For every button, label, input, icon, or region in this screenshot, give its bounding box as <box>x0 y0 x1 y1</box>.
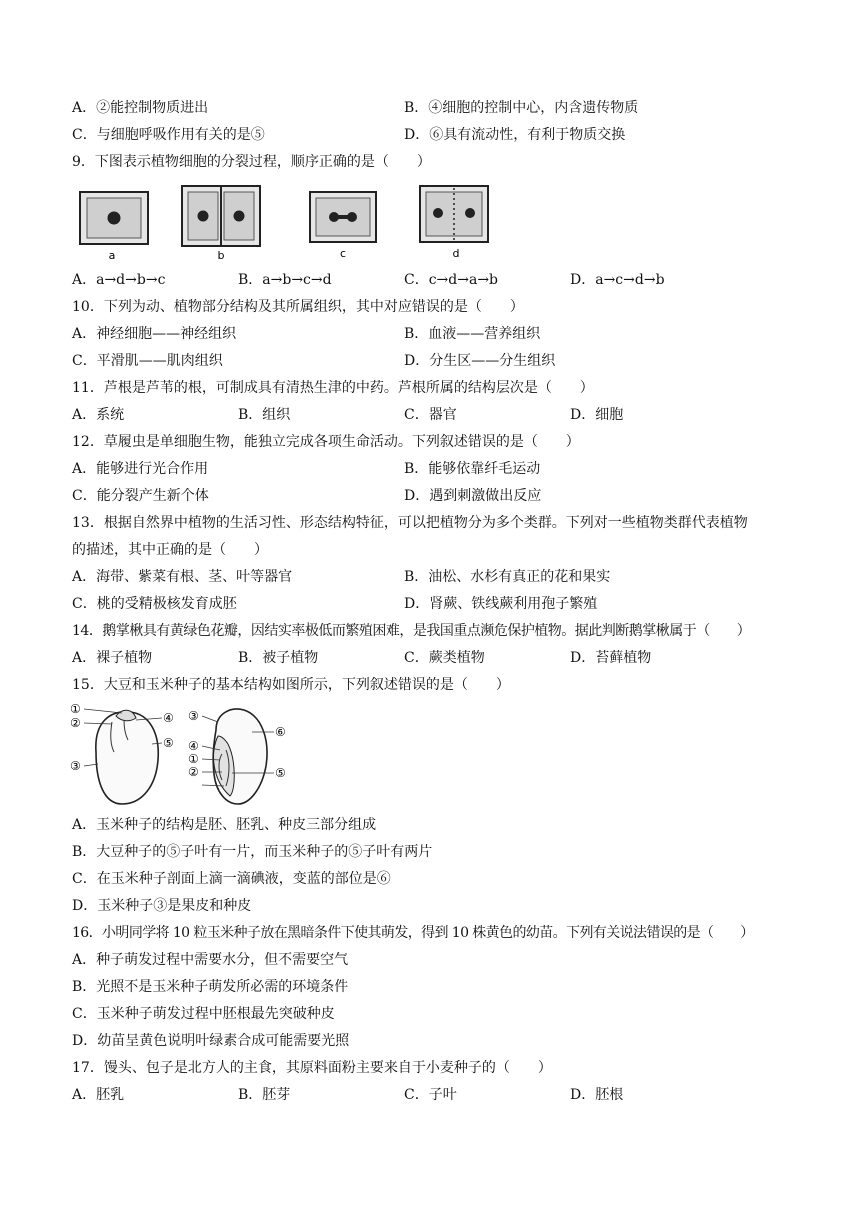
soybean-label-3: ③ <box>70 759 81 773</box>
q9-option-d: D．a→c→d→b <box>570 272 665 288</box>
cell-d-diagram <box>420 186 488 260</box>
corn-label-1: ① <box>188 752 199 766</box>
seed-structure-figure <box>66 700 306 810</box>
q8-option-d: D．⑥具有流动性，有利于物质交换 <box>404 127 626 143</box>
q8-option-b: B．④细胞的控制中心，内含遗传物质 <box>404 100 639 116</box>
q9-option-c: C．c→d→a→b <box>404 272 499 288</box>
q12-option-a: A．能够进行光合作用 <box>72 461 209 477</box>
q12-option-d: D．遇到刺激做出反应 <box>404 488 542 504</box>
soybean-seed-diagram <box>70 702 174 804</box>
corn-label-2: ② <box>188 765 199 779</box>
q11-options <box>72 405 802 425</box>
corn-label-6: ⑥ <box>275 725 286 739</box>
q8-options-row-1 <box>72 98 802 118</box>
q10-option-b: B．血液——营养组织 <box>404 326 541 342</box>
q13-option-a: A．海带、紫菜有根、茎、叶等器官 <box>72 569 293 585</box>
q14-option-a: A．裸子植物 <box>72 650 153 666</box>
q14-option-d: D．苔藓植物 <box>570 650 652 666</box>
q10-option-c: C．平滑肌——肌肉组织 <box>72 353 223 369</box>
cell-label-a: a <box>108 249 116 262</box>
q12-options-row-1 <box>72 459 802 479</box>
q14-options <box>72 648 802 668</box>
q11-option-c: C．器官 <box>404 407 457 423</box>
q10-options-row-1 <box>72 324 802 344</box>
cell-label-b: b <box>217 249 225 262</box>
cell-division-figure <box>72 178 492 262</box>
q15-option-d: D．玉米种子③是果皮和种皮 <box>72 898 252 914</box>
q9-option-a: A．a→d→b→c <box>72 272 166 288</box>
cell-c-diagram <box>310 192 376 260</box>
q16-option-d: D．幼苗呈黄色说明叶绿素合成可能需要光照 <box>72 1033 350 1049</box>
soybean-label-5: ⑤ <box>163 736 174 750</box>
q10-options-row-2 <box>72 351 802 371</box>
cell-label-c: c <box>339 247 347 260</box>
q9-options <box>72 270 802 290</box>
q8-option-a: A．②能控制物质进出 <box>72 100 209 116</box>
q9-option-b: B．a→b→c→d <box>238 272 332 288</box>
q12-option-b: B．能够依靠纤毛运动 <box>404 461 541 477</box>
q12-options-row-2 <box>72 486 802 506</box>
q15-option-c: C．在玉米种子剖面上滴一滴碘液，变蓝的部位是⑥ <box>72 871 391 887</box>
q11-option-a: A．系统 <box>72 407 125 423</box>
q10-option-d: D．分生区——分生组织 <box>404 353 556 369</box>
q13-stem-line-1: 13．根据自然界中植物的生活习性、形态结构特征，可以把植物分为多个类群。下列对一些植物类群代表植物 <box>72 515 748 531</box>
q11-stem: 11．芦根是芦苇的根，可制成具有清热生津的中药。芦根所属的结构层次是（ ） <box>72 380 594 396</box>
q12-option-c: C．能分裂产生新个体 <box>72 488 209 504</box>
cell-b-diagram <box>182 186 260 262</box>
soybean-label-4: ④ <box>163 711 174 725</box>
corn-label-4: ④ <box>188 739 199 753</box>
corn-seed-diagram <box>188 709 286 804</box>
q17-option-d: D．胚根 <box>570 1087 624 1103</box>
q13-option-c: C．桃的受精极核发育成胚 <box>72 596 237 612</box>
q8-option-c: C．与细胞呼吸作用有关的是⑤ <box>72 127 265 143</box>
q17-option-a: A．胚乳 <box>72 1087 125 1103</box>
q14-option-b: B．被子植物 <box>238 650 319 666</box>
q8-options-row-2 <box>72 125 802 145</box>
q16-option-b: B．光照不是玉米种子萌发所必需的环境条件 <box>72 979 349 995</box>
q14-option-c: C．蕨类植物 <box>404 650 485 666</box>
q10-stem: 10．下列为动、植物部分结构及其所属组织，其中对应错误的是（ ） <box>72 299 524 315</box>
q17-option-c: C．子叶 <box>404 1087 457 1103</box>
soybean-label-1: ① <box>70 702 81 716</box>
q13-stem-line-2: 的描述，其中正确的是（ ） <box>72 542 268 558</box>
q16-option-a: A．种子萌发过程中需要水分，但不需要空气 <box>72 952 349 968</box>
q13-options-row-1 <box>72 567 802 587</box>
q9-stem: 9．下图表示植物细胞的分裂过程，顺序正确的是（ ） <box>72 154 431 170</box>
q15-option-b: B．大豆种子的⑤子叶有一片，而玉米种子的⑤子叶有两片 <box>72 844 433 860</box>
q13-option-d: D．肾蕨、铁线蕨利用孢子繁殖 <box>404 596 598 612</box>
q11-option-d: D．细胞 <box>570 407 624 423</box>
q16-stem: 16．小明同学将 10 粒玉米种子放在黑暗条件下使其萌发，得到 10 株黄色的幼苗。下列有关说法错误的是（ ） <box>72 925 754 941</box>
soybean-label-2: ② <box>70 716 81 730</box>
q12-stem: 12．草履虫是单细胞生物，能独立完成各项生命活动。下列叙述错误的是（ ） <box>72 434 580 450</box>
corn-label-5: ⑤ <box>275 766 286 780</box>
q17-stem: 17．馒头、包子是北方人的主食，其原料面粉主要来自于小麦种子的（ ） <box>72 1060 552 1076</box>
q13-options-row-2 <box>72 594 802 614</box>
q16-option-c: C．玉米种子萌发过程中胚根最先突破种皮 <box>72 1006 335 1022</box>
q15-option-a: A．玉米种子的结构是胚、胚乳、种皮三部分组成 <box>72 817 377 833</box>
q10-option-a: A．神经细胞——神经组织 <box>72 326 237 342</box>
q11-option-b: B．组织 <box>238 407 291 423</box>
cell-label-d: d <box>452 247 460 260</box>
q13-option-b: B．油松、水杉有真正的花和果实 <box>404 569 611 585</box>
q14-stem: 14．鹅掌楸具有黄绿色花瓣，因结实率极低而繁殖困难，是我国重点濒危保护植物。据此判断鹅掌楸属于（ ） <box>72 623 751 639</box>
cell-a-diagram <box>80 192 148 262</box>
q15-stem: 15．大豆和玉米种子的基本结构如图所示，下列叙述错误的是（ ） <box>72 677 510 693</box>
corn-label-3: ③ <box>188 709 199 723</box>
q17-option-b: B．胚芽 <box>238 1087 291 1103</box>
q17-options <box>72 1085 802 1105</box>
